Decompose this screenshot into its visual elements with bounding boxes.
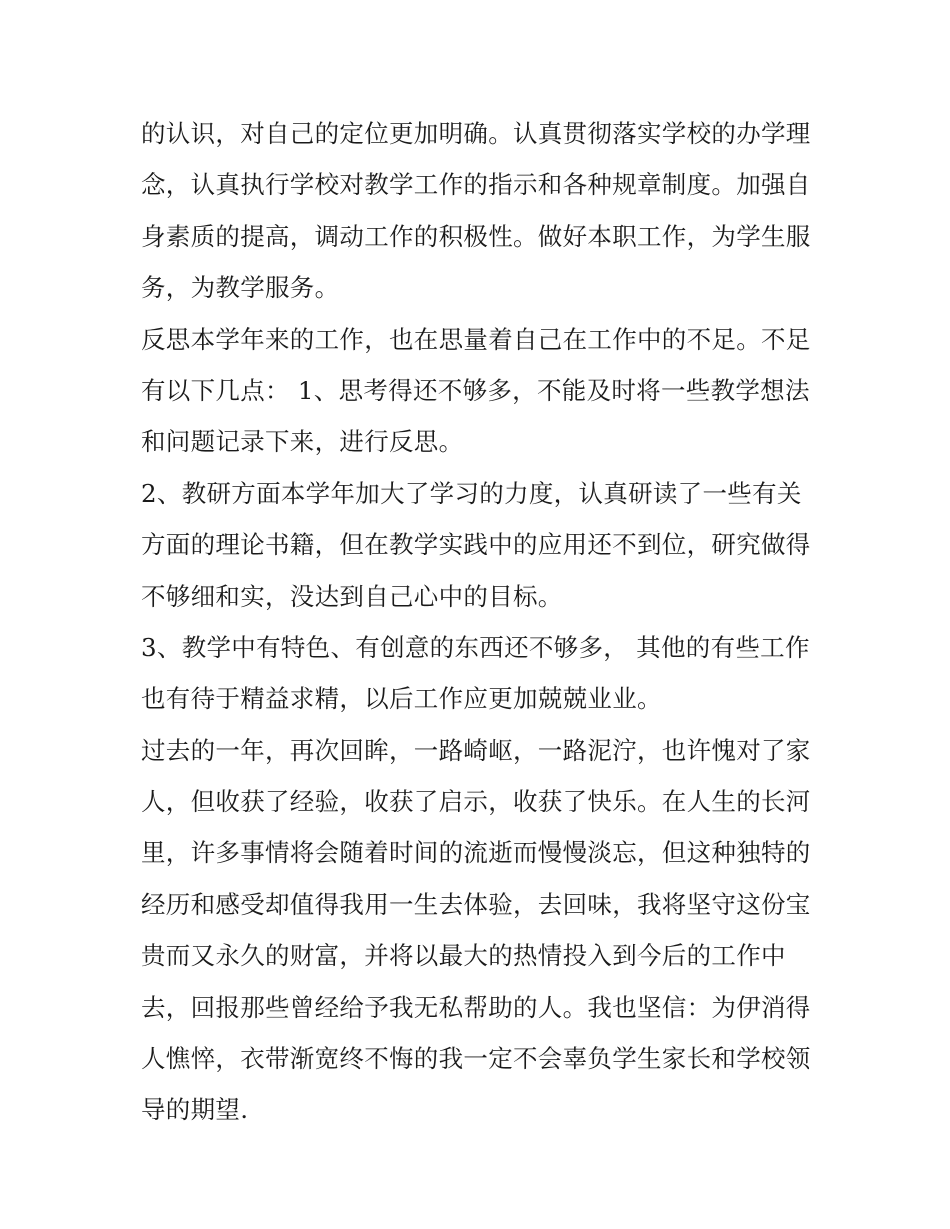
text-line: 反思本学年来的工作，也在思量着自己在工作中的不足。不足 <box>141 324 811 354</box>
text-line: 身素质的提高，调动工作的积极性。做好本职工作，为学生服 <box>141 221 811 251</box>
text-line: 导的期望. <box>141 1095 249 1125</box>
text-line: 2、教研方面本学年加大了学习的力度，认真研读了一些有关 <box>141 478 802 508</box>
text-line: 方面的理论书籍，但在教学实践中的应用还不到位，研究做得 <box>141 530 811 560</box>
text-line: 也有待于精益求精，以后工作应更加兢兢业业。 <box>141 684 662 714</box>
text-line: 不够细和实，没达到自己心中的目标。 <box>141 581 563 611</box>
text-line: 人，但收获了经验，收获了启示，收获了快乐。在人生的长河 <box>141 787 811 817</box>
text-line: 3、教学中有特色、有创意的东西还不够多， 其他的有些工作 <box>141 632 810 662</box>
text-line: 经历和感受却值得我用一生去体验，去回味，我将坚守这份宝 <box>141 889 811 919</box>
text-line: 和问题记录下来，进行反思。 <box>141 427 464 457</box>
text-line: 过去的一年，再次回眸，一路崎岖，一路泥泞，也许愧对了家 <box>141 735 811 765</box>
text-line: 人憔悴，衣带渐宽终不悔的我一定不会辜负学生家长和学校领 <box>141 1044 811 1074</box>
text-line: 去，回报那些曾经给予我无私帮助的人。我也坚信：为伊消得 <box>141 992 811 1022</box>
document-body <box>141 108 819 1136</box>
text-line: 有以下几点： 1、思考得还不够多，不能及时将一些教学想法 <box>141 375 810 405</box>
text-line: 的认识，对自己的定位更加明确。认真贯彻落实学校的办学理 <box>141 119 811 148</box>
text-line: 务，为教学服务。 <box>141 273 340 303</box>
text-line: 里，许多事情将会随着时间的流逝而慢慢淡忘，但这种独特的 <box>141 838 811 868</box>
text-line: 贵而又永久的财富，并将以最大的热情投入到今后的工作中 <box>141 941 786 971</box>
text-line: 念，认真执行学校对教学工作的指示和各种规章制度。加强自 <box>141 170 811 200</box>
